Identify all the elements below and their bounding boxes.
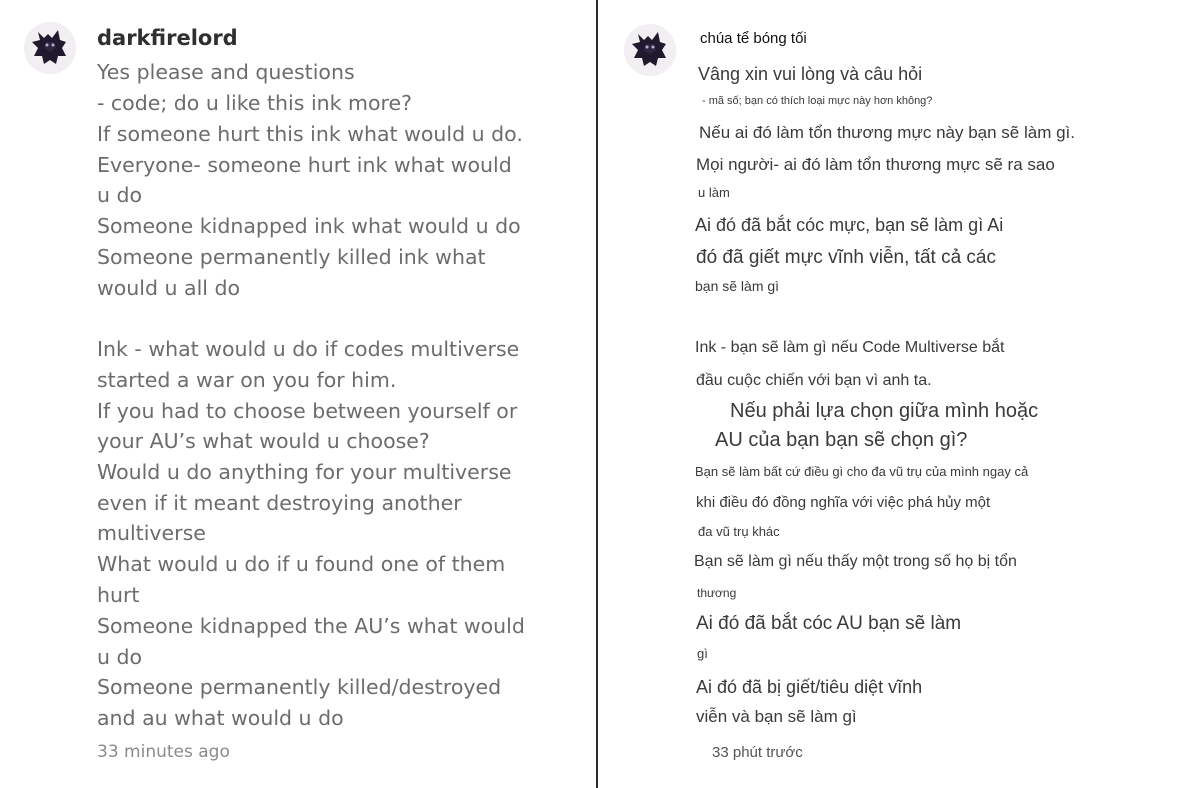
comment-line: hurt — [97, 583, 140, 607]
translated-line: Ai đó đã bắt cóc mực, bạn sẽ làm gì Ai — [695, 215, 1004, 235]
comment-timestamp: 33 minutes ago — [97, 742, 230, 762]
dark-creature-avatar-icon[interactable] — [24, 22, 76, 74]
translated-line: Ai đó đã bị giết/tiêu diệt vĩnh — [696, 677, 923, 697]
translated-line: - mã số; bạn có thích loại mực này hơn không? — [702, 95, 933, 107]
translated-line: Bạn sẽ làm bất cứ điều gì cho đa vũ trụ của mình ngay cả — [695, 464, 1029, 479]
translated-line: khi điều đó đồng nghĩa với việc phá hủy một — [696, 494, 991, 511]
comment-line: Yes please and questions — [97, 60, 355, 84]
translated-line: Nếu phải lựa chọn giữa mình hoặc — [730, 400, 1039, 422]
translated-line: Bạn sẽ làm gì nếu thấy một trong số họ bị tổn — [694, 553, 1017, 570]
translated-line: đa vũ trụ khác — [698, 524, 780, 539]
translated-line: gì — [697, 646, 708, 661]
comment-line: If you had to choose between yourself or — [97, 399, 518, 423]
translated-line: Ai đó đã bắt cóc AU bạn sẽ làm — [696, 613, 962, 634]
comment-line: Would u do anything for your multiverse — [97, 460, 512, 484]
comment-line: Someone permanently killed ink what — [97, 245, 486, 269]
dark-creature-avatar-icon[interactable] — [624, 24, 676, 76]
original-comment-panel — [0, 0, 596, 788]
comment-line: Everyone- someone hurt ink what would — [97, 153, 512, 177]
translated-line: Nếu ai đó làm tổn thương mực này bạn sẽ làm gì. — [699, 123, 1075, 142]
translated-comment-panel — [598, 0, 1194, 788]
comment-line: started a war on you for him. — [97, 368, 397, 392]
comment-line: even if it meant destroying another — [97, 491, 462, 515]
translated-username[interactable]: chúa tể bóng tối — [700, 30, 807, 47]
comment-line: your AU’s what would u choose? — [97, 429, 430, 453]
translated-line: Vâng xin vui lòng và câu hỏi — [698, 64, 923, 84]
comment-line: - code; do u like this ink more? — [97, 91, 412, 115]
comment-line: u do — [97, 645, 143, 669]
avatar-image — [624, 24, 676, 76]
comment-line: Ink - what would u do if codes multiverse — [97, 337, 520, 361]
comment-line: multiverse — [97, 521, 206, 545]
translated-line: Mọi người- ai đó làm tổn thương mực sẽ ra sao — [696, 155, 1055, 174]
comment-line: Someone permanently killed/destroyed — [97, 675, 502, 699]
translated-line: thương — [697, 586, 737, 600]
comment-line: and au what would u do — [97, 706, 344, 730]
translated-timestamp: 33 phút trước — [712, 744, 803, 761]
translated-line: viễn và bạn sẽ làm gì — [696, 707, 857, 726]
translated-line: bạn sẽ làm gì — [695, 278, 780, 294]
username[interactable]: darkfirelord — [97, 26, 238, 50]
comment-line: would u all do — [97, 276, 241, 300]
comment-line: Someone kidnapped ink what would u do — [97, 214, 521, 238]
avatar-image — [24, 22, 76, 74]
comment-line: Someone kidnapped the AU’s what would — [97, 614, 525, 638]
translated-line: Ink - bạn sẽ làm gì nếu Code Multiverse bắt — [695, 339, 1005, 356]
translated-line: đầu cuộc chiến với bạn vì anh ta. — [696, 372, 932, 389]
translated-line: AU của bạn bạn sẽ chọn gì? — [715, 429, 968, 451]
translated-line: u làm — [698, 185, 730, 200]
comment-line: What would u do if u found one of them — [97, 552, 506, 576]
comment-line: If someone hurt this ink what would u do. — [97, 122, 523, 146]
translated-line: đó đã giết mực vĩnh viễn, tất cả các — [696, 247, 996, 268]
comment-line: u do — [97, 183, 143, 207]
